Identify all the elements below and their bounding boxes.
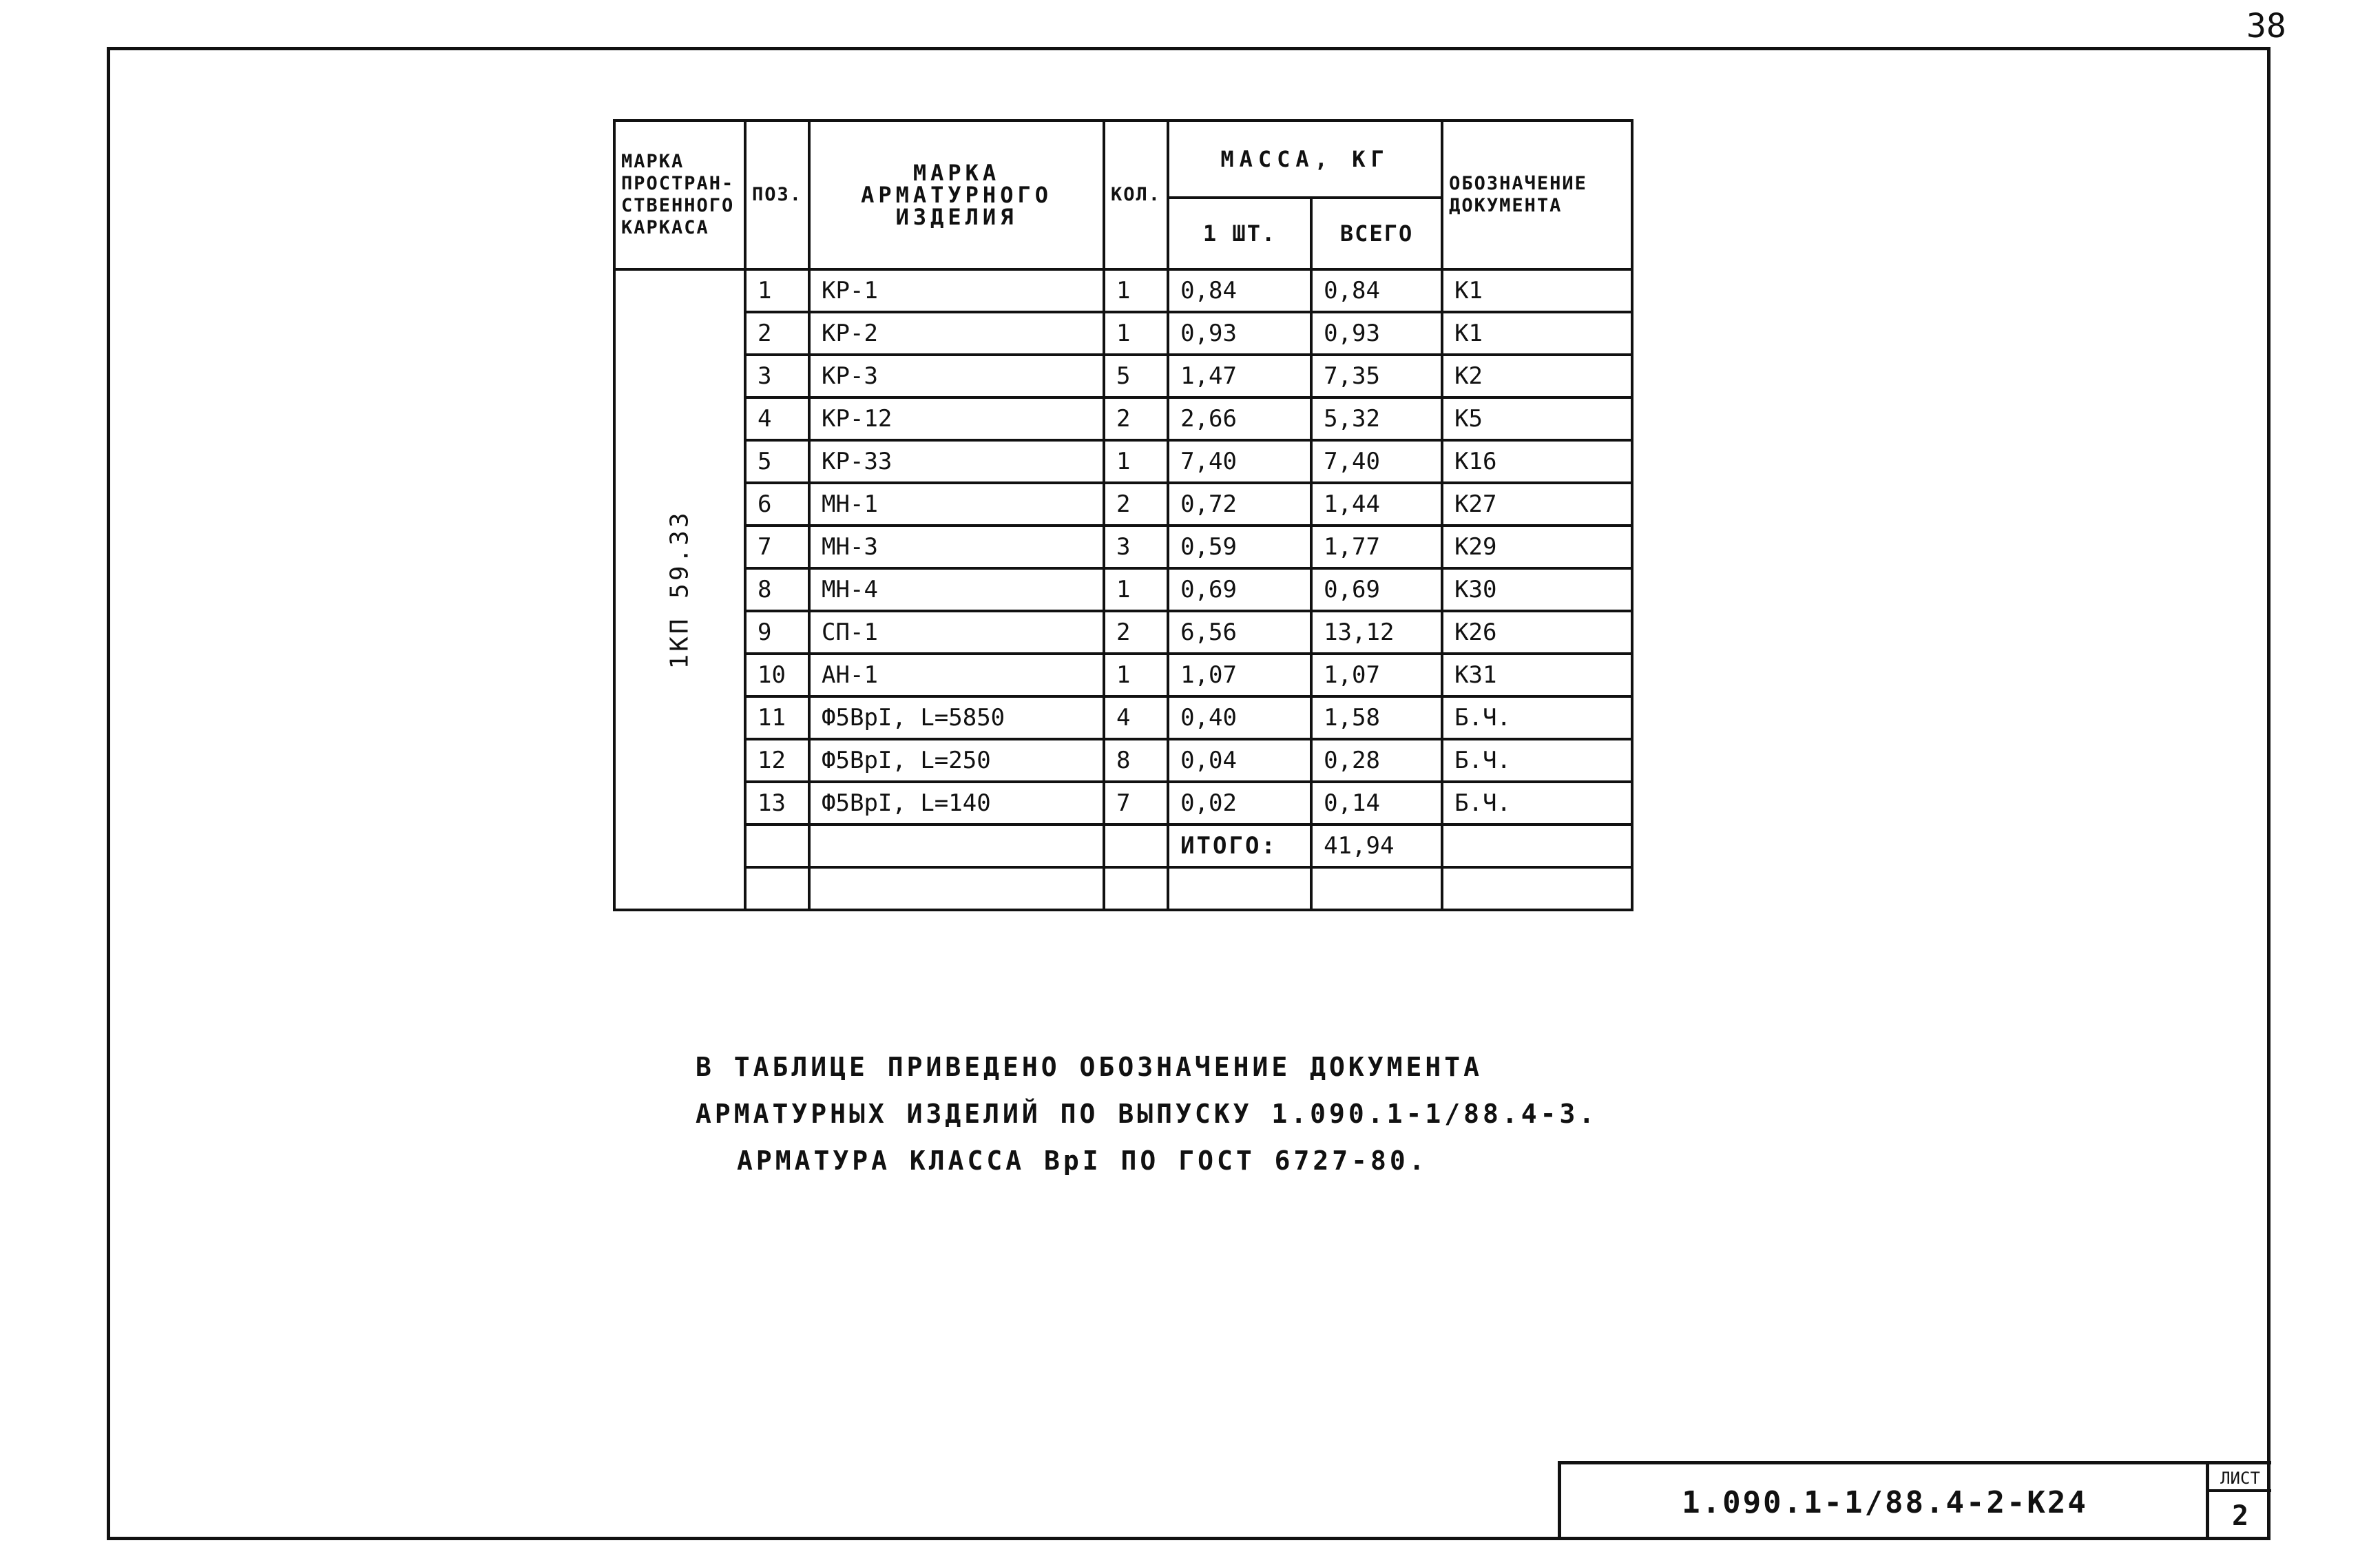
cell-doc: Б.Ч. [1442, 696, 1632, 739]
cell-mass-total: 0,14 [1311, 782, 1442, 825]
cell-doc: К2 [1442, 355, 1632, 397]
cell-qty: 7 [1104, 782, 1168, 825]
cell-mass-one: 0,40 [1168, 696, 1311, 739]
cell-pos: 8 [745, 568, 809, 611]
cell-mass-one: 0,02 [1168, 782, 1311, 825]
cell-mass-total: 1,07 [1311, 654, 1442, 696]
total-row [614, 825, 1632, 867]
empty-cell [1168, 867, 1311, 910]
cell-mass-one: 7,40 [1168, 440, 1311, 483]
cell-qty: 2 [1104, 483, 1168, 526]
cell-doc: К5 [1442, 397, 1632, 440]
specification-table [613, 119, 1633, 911]
cell-mark: КР-3 [809, 355, 1104, 397]
table-row [614, 312, 1632, 355]
cell-pos: 5 [745, 440, 809, 483]
cell-mark: МН-3 [809, 526, 1104, 568]
cell-qty: 4 [1104, 696, 1168, 739]
empty-cell [1442, 867, 1632, 910]
cell-pos: 11 [745, 696, 809, 739]
notes [696, 1044, 1598, 1184]
cell-mass-one: 0,93 [1168, 312, 1311, 355]
cell-mass-total: 0,93 [1311, 312, 1442, 355]
cell-pos: 12 [745, 739, 809, 782]
header-qty: КОЛ. [1104, 121, 1168, 269]
cell-qty: 2 [1104, 397, 1168, 440]
cell-mass-total: 5,32 [1311, 397, 1442, 440]
cell-mark: КР-33 [809, 440, 1104, 483]
empty-cell [745, 867, 809, 910]
table-row [614, 568, 1632, 611]
cell-pos: 4 [745, 397, 809, 440]
cell-mark: Ф5ВрI, L=5850 [809, 696, 1104, 739]
cell-mark: КР-12 [809, 397, 1104, 440]
cell-doc: К1 [1442, 269, 1632, 312]
cell-doc: К29 [1442, 526, 1632, 568]
empty-cell [809, 825, 1104, 867]
cell-mass-one: 0,84 [1168, 269, 1311, 312]
cell-mass-total: 1,58 [1311, 696, 1442, 739]
table-row [614, 739, 1632, 782]
cell-pos: 9 [745, 611, 809, 654]
document-code: 1.090.1-1/88.4-2-К24 [1682, 1484, 2088, 1520]
empty-row [614, 867, 1632, 910]
cell-doc: Б.Ч. [1442, 739, 1632, 782]
cell-doc: Б.Ч. [1442, 782, 1632, 825]
cell-qty: 1 [1104, 654, 1168, 696]
table-row [614, 526, 1632, 568]
total-value: 41,94 [1311, 825, 1442, 867]
cell-pos: 10 [745, 654, 809, 696]
cell-mark: Ф5ВрI, L=250 [809, 739, 1104, 782]
cell-mass-total: 1,44 [1311, 483, 1442, 526]
cell-mark: МН-1 [809, 483, 1104, 526]
cell-mass-total: 0,69 [1311, 568, 1442, 611]
frame-mark-cell [614, 269, 745, 910]
table-row [614, 696, 1632, 739]
cell-mass-one: 0,72 [1168, 483, 1311, 526]
cell-pos: 3 [745, 355, 809, 397]
cell-mass-one: 1,07 [1168, 654, 1311, 696]
cell-qty: 2 [1104, 611, 1168, 654]
cell-doc: К30 [1442, 568, 1632, 611]
cell-mass-total: 0,28 [1311, 739, 1442, 782]
cell-doc: К27 [1442, 483, 1632, 526]
cell-qty: 5 [1104, 355, 1168, 397]
header-pos: ПОЗ. [745, 121, 809, 269]
header-doc: ОБОЗНАЧЕНИЕ ДОКУМЕНТА [1442, 121, 1632, 269]
cell-qty: 1 [1104, 568, 1168, 611]
empty-cell [1104, 867, 1168, 910]
note-line: АРМАТУРНЫХ ИЗДЕЛИЙ ПО ВЫПУСКУ 1.090.1-1/88.4-3. [696, 1099, 1598, 1129]
cell-qty: 1 [1104, 312, 1168, 355]
cell-mass-total: 7,40 [1311, 440, 1442, 483]
cell-mark: СП-1 [809, 611, 1104, 654]
cell-mass-one: 0,04 [1168, 739, 1311, 782]
header-frame-mark: МАРКА ПРОСТРАН-СТВЕННОГО КАРКАСА [614, 121, 745, 269]
table-row [614, 440, 1632, 483]
table-row [614, 611, 1632, 654]
cell-qty: 1 [1104, 440, 1168, 483]
empty-cell [1311, 867, 1442, 910]
page-number: 38 [2246, 7, 2286, 45]
frame-mark-value: 1КП 59.33 [665, 510, 694, 670]
cell-mass-total: 0,84 [1311, 269, 1442, 312]
cell-qty: 8 [1104, 739, 1168, 782]
cell-mark: АН-1 [809, 654, 1104, 696]
empty-cell [745, 825, 809, 867]
cell-doc: К26 [1442, 611, 1632, 654]
cell-mass-one: 0,69 [1168, 568, 1311, 611]
table-row [614, 654, 1632, 696]
table-row [614, 355, 1632, 397]
cell-mass-total: 13,12 [1311, 611, 1442, 654]
header-mass-total: ВСЕГО [1311, 198, 1442, 269]
cell-mass-total: 7,35 [1311, 355, 1442, 397]
total-label: ИТОГО: [1168, 825, 1311, 867]
table-row [614, 397, 1632, 440]
sheet-label: ЛИСТ [2209, 1464, 2271, 1492]
cell-qty: 1 [1104, 269, 1168, 312]
header-mass: МАССА, КГ [1168, 121, 1442, 198]
cell-mass-one: 0,59 [1168, 526, 1311, 568]
cell-pos: 2 [745, 312, 809, 355]
cell-qty: 3 [1104, 526, 1168, 568]
cell-mass-one: 1,47 [1168, 355, 1311, 397]
empty-cell [809, 867, 1104, 910]
header-mass-one: 1 ШТ. [1168, 198, 1311, 269]
cell-pos: 6 [745, 483, 809, 526]
cell-doc: К31 [1442, 654, 1632, 696]
sheet-number: 2 [2231, 1500, 2249, 1532]
empty-cell [1442, 825, 1632, 867]
cell-mass-one: 2,66 [1168, 397, 1311, 440]
cell-doc: К1 [1442, 312, 1632, 355]
cell-pos: 13 [745, 782, 809, 825]
cell-doc: К16 [1442, 440, 1632, 483]
empty-cell [1104, 825, 1168, 867]
sheet-box [2206, 1464, 2271, 1540]
cell-mass-one: 6,56 [1168, 611, 1311, 654]
cell-mark: МН-4 [809, 568, 1104, 611]
cell-mark: КР-1 [809, 269, 1104, 312]
cell-mass-total: 1,77 [1311, 526, 1442, 568]
cell-pos: 1 [745, 269, 809, 312]
table-row [614, 782, 1632, 825]
header-item-mark: МАРКА АРМАТУРНОГО ИЗДЕЛИЯ [809, 121, 1104, 269]
cell-mark: Ф5ВрI, L=140 [809, 782, 1104, 825]
note-line: АРМАТУРА КЛАССА ВрI ПО ГОСТ 6727-80. [737, 1146, 1428, 1176]
cell-pos: 7 [745, 526, 809, 568]
table-row [614, 269, 1632, 312]
title-block [1558, 1461, 2271, 1540]
note-line: В ТАБЛИЦЕ ПРИВЕДЕНО ОБОЗНАЧЕНИЕ ДОКУМЕНТА [696, 1052, 1483, 1082]
cell-mark: КР-2 [809, 312, 1104, 355]
table-row [614, 483, 1632, 526]
